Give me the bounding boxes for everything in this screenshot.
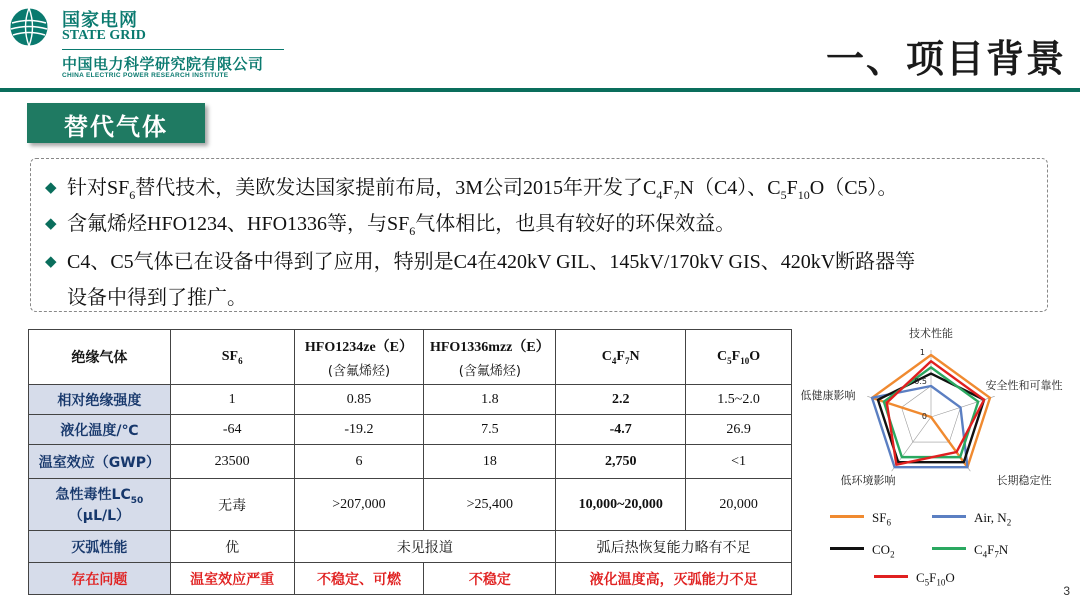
bullet-item: ◆ 针对$SF_6$替代技术，美欧发达国家提前布局，3M公司2015年开发了$C_4F_7N(C4)$、$C_5F_{10}O(C5)$。 xyxy=(45,177,898,202)
legend-item: $SF_6$ xyxy=(830,510,891,528)
legend-item: $C_5F_{10}O$ xyxy=(874,570,955,588)
diamond-bullet-icon: ◆ xyxy=(45,180,57,196)
table-header-cell: HFO1234ze（E） (含氟烯烃) xyxy=(294,330,424,385)
table-cell: 弧后热恢复能力略有不足 xyxy=(556,531,792,563)
table-row xyxy=(29,479,792,531)
radar-tick-label: 0 xyxy=(921,412,927,421)
table-header-row xyxy=(29,330,792,385)
state-grid-logo-icon xyxy=(8,6,50,48)
table-cell: -19.2 xyxy=(294,415,424,445)
table-row xyxy=(29,531,792,563)
header-divider xyxy=(0,88,1080,92)
legend-swatch xyxy=(830,515,864,518)
table-header-cell: $C_5F_{10}O$ xyxy=(686,330,792,385)
table-cell: >25,400 xyxy=(424,479,556,531)
logo-divider xyxy=(62,49,284,50)
section-title-tab xyxy=(27,103,205,143)
section-title: 替代气体 xyxy=(64,113,168,141)
table-cell: >207,000 xyxy=(294,479,424,531)
radar-legend xyxy=(820,500,1070,600)
table-cell: 未见报道 xyxy=(294,531,556,563)
row-label: 相对绝缘强度 xyxy=(29,385,171,415)
table-cell: 1 xyxy=(170,385,294,415)
table-cell: 6 xyxy=(294,445,424,479)
row-label: 存在问题 xyxy=(29,563,171,595)
table-row xyxy=(29,563,792,595)
radar-tick-label: 1 xyxy=(919,348,925,357)
radar-axis-label: 低健康影响 xyxy=(800,389,856,402)
table-cell: 不稳定 xyxy=(424,563,556,595)
bullet-item-continuation: 设备中得到了推广。 xyxy=(67,287,247,309)
table-header-cell: $C_4F_7N$ xyxy=(556,330,686,385)
table-cell: 2.2 xyxy=(556,385,686,415)
radar-chart xyxy=(796,322,1066,492)
table-cell: 7.5 xyxy=(424,415,556,445)
diamond-bullet-icon: ◆ xyxy=(45,254,57,270)
legend-item: $CO_2$ xyxy=(830,542,895,560)
page-number: 3 xyxy=(1063,584,1070,598)
brand-name-en: STATE GRID xyxy=(62,28,146,43)
table-cell: 18 xyxy=(424,445,556,479)
row-label: 急性毒性$LC_{50}$ （μL/L） xyxy=(29,479,171,531)
table-cell: 温室效应严重 xyxy=(170,563,294,595)
table-cell: 26.9 xyxy=(686,415,792,445)
legend-item: Air, $N_2$ xyxy=(932,510,1011,528)
table-cell: 1.8 xyxy=(424,385,556,415)
table-header-cell: HFO1336mzz（E） (含氟烯烃) xyxy=(424,330,556,385)
table-cell: 23500 xyxy=(170,445,294,479)
bullet-item: ◆ C4、C5气体已在设备中得到了应用，特别是C4在420kV GIL、145kV/170kV GIS、420kV断路器等 xyxy=(45,251,916,273)
table-row xyxy=(29,385,792,415)
table-cell: 0.85 xyxy=(294,385,424,415)
bullet-item: ◆ 含氟烯烃HFO1234、HFO1336等，与$SF_6$气体相比，也具有较好的环保效益。 xyxy=(45,213,736,238)
table-cell: 20,000 xyxy=(686,479,792,531)
table-row xyxy=(29,445,792,479)
row-label: 温室效应（GWP） xyxy=(29,445,171,479)
radar-axis-label: 低环境影响 xyxy=(840,474,896,487)
institute-name-en: CHINA ELECTRIC POWER RESEARCH INSTITUTE xyxy=(62,72,229,79)
diamond-bullet-icon: ◆ xyxy=(45,216,57,232)
table-cell: 2,750 xyxy=(556,445,686,479)
table-cell: 不稳定、可燃 xyxy=(294,563,424,595)
legend-swatch xyxy=(932,515,966,518)
table-cell: -64 xyxy=(170,415,294,445)
gas-comparison-table xyxy=(28,329,792,595)
radar-axis-label: 技术性能 xyxy=(909,327,953,340)
table-header-cell: $SF_6$ xyxy=(170,330,294,385)
row-label: 灭弧性能 xyxy=(29,531,171,563)
table-cell: 液化温度高，灭弧能力不足 xyxy=(556,563,792,595)
radar-axis-label: 长期稳定性 xyxy=(996,474,1052,487)
page-title: 一、项目背景 xyxy=(825,37,1066,81)
table-row xyxy=(29,415,792,445)
legend-swatch xyxy=(874,575,908,578)
table-header-cell: 绝缘气体 xyxy=(29,330,171,385)
bullet-list-box xyxy=(30,158,1048,312)
table-cell: -4.7 xyxy=(556,415,686,445)
legend-item: $C_4F_7N$ xyxy=(932,542,1008,560)
brand-name-cn: 国家电网 xyxy=(62,10,138,31)
table-cell: 10,000~20,000 xyxy=(556,479,686,531)
legend-swatch xyxy=(830,547,864,550)
institute-name-cn: 中国电力科学研究院有限公司 xyxy=(62,55,264,73)
table-cell: 优 xyxy=(170,531,294,563)
radar-axis-label: 安全性和可靠性 xyxy=(985,379,1063,392)
table-cell: <1 xyxy=(686,445,792,479)
row-label: 液化温度/℃ xyxy=(29,415,171,445)
table-cell: 无毒 xyxy=(170,479,294,531)
table-cell: 1.5~2.0 xyxy=(686,385,792,415)
radar-tick-label: 0.5 xyxy=(914,377,927,386)
legend-swatch xyxy=(932,547,966,550)
